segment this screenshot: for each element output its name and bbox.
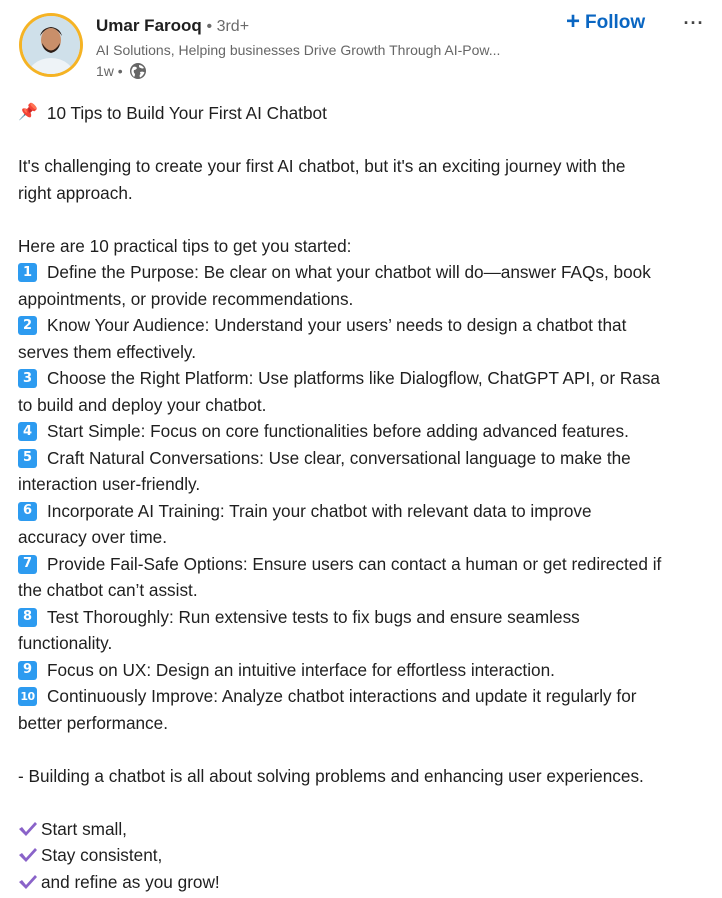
tip-line — [18, 339, 708, 366]
more-horizontal-icon: ··· — [683, 13, 705, 33]
tip-line — [18, 471, 708, 498]
check-mark-icon — [18, 846, 38, 864]
tip-line — [18, 312, 708, 339]
tip-text: appointments, or provide recommendations. — [18, 288, 354, 309]
check-mark-icon — [18, 873, 38, 891]
tip-line — [18, 259, 708, 286]
tip-text: Focus on UX: Design an intuitive interface for effortless interaction. — [47, 659, 555, 680]
tip-line — [18, 418, 708, 445]
keycap-number-icon: 10 — [18, 687, 37, 706]
tip-text: Continuously Improve: Analyze chatbot interactions and update it regularly for — [47, 686, 637, 706]
tip-line — [18, 604, 708, 631]
person-silhouette-icon — [22, 16, 80, 74]
tips-list — [18, 259, 708, 736]
tip-text: Define the Purpose: Be clear on what your chatbot will do—answer FAQs, book — [47, 262, 651, 282]
blank-line — [18, 127, 708, 154]
tip-line — [18, 710, 708, 737]
check-item — [18, 816, 708, 843]
check-text: Stay consistent, — [41, 845, 163, 865]
post-time: 1w • — [96, 63, 123, 79]
keycap-number-icon: 3 — [18, 369, 37, 388]
check-item — [18, 869, 708, 896]
tip-text: Incorporate AI Training: Train your chatbot with relevant data to improve — [47, 500, 592, 521]
keycap-number-icon: 2 — [18, 316, 37, 335]
keycap-number-icon: 8 — [18, 608, 37, 627]
follow-label: Follow — [585, 12, 646, 33]
tip-line — [18, 577, 708, 604]
check-item — [18, 842, 708, 869]
post-title — [18, 100, 708, 127]
tip-text: Know Your Audience: Understand your users’ needs to design a chatbot that — [47, 315, 627, 335]
keycap-number-icon: 9 — [18, 661, 37, 680]
intro-line: right approach. — [18, 182, 133, 203]
check-mark-icon — [18, 820, 38, 838]
follow-button[interactable] — [566, 8, 645, 38]
tip-text: to build and deploy your chatbot. — [18, 394, 267, 415]
tip-text: Craft Natural Conversations: Use clear, conversational language to make the — [47, 447, 631, 468]
keycap-number-icon: 4 — [18, 422, 37, 441]
tip-line — [18, 445, 708, 472]
tip-text: Choose the Right Platform: Use platforms like Dialogflow, ChatGPT API, or Rasa — [47, 368, 660, 388]
avatar-photo — [22, 16, 80, 74]
tip-text: serves them effectively. — [18, 341, 196, 362]
more-options-button[interactable] — [681, 12, 707, 34]
avatar[interactable] — [19, 13, 83, 77]
author-name-row[interactable] — [96, 16, 249, 36]
globe-icon — [129, 62, 147, 80]
tip-text: better performance. — [18, 712, 168, 733]
blank-line — [18, 206, 708, 233]
keycap-number-icon: 5 — [18, 449, 37, 468]
post-header — [0, 0, 722, 92]
post-title-text: 10 Tips to Build Your First AI Chatbot — [46, 103, 327, 123]
tip-text: the chatbot can’t assist. — [18, 580, 198, 600]
tip-text: functionality. — [18, 633, 113, 653]
tip-text: Start Simple: Focus on core functionalities before adding advanced features. — [47, 421, 629, 441]
post-body — [18, 100, 708, 895]
tip-text: Test Thoroughly: Run extensive tests to fix bugs and ensure seamless — [47, 606, 580, 627]
tips-intro: Here are 10 practical tips to get you started: — [18, 235, 352, 256]
check-text: and refine as you grow! — [41, 871, 220, 892]
post-meta — [96, 62, 147, 80]
tip-line — [18, 551, 708, 578]
tip-line — [18, 630, 708, 657]
tip-text: accuracy over time. — [18, 527, 168, 547]
closing-line: - Building a chatbot is all about solving problems and enhancing user experiences. — [18, 765, 644, 786]
tip-text: interaction user-friendly. — [18, 474, 201, 494]
tip-line — [18, 657, 708, 684]
tip-line — [18, 286, 708, 313]
keycap-number-icon: 7 — [18, 555, 37, 574]
tip-line — [18, 683, 708, 710]
keycap-number-icon: 1 — [18, 263, 37, 282]
connection-degree: • 3rd+ — [206, 18, 250, 35]
tip-text: Provide Fail-Safe Options: Ensure users can contact a human or get redirected if — [47, 553, 662, 574]
pushpin-icon: 📌 — [18, 104, 38, 121]
tip-line — [18, 365, 708, 392]
author-name[interactable]: Umar Farooq — [96, 16, 202, 35]
blank-line — [18, 789, 708, 816]
tip-line — [18, 498, 708, 525]
checks-list — [18, 816, 708, 896]
plus-icon: + — [566, 8, 581, 35]
blank-line — [18, 736, 708, 763]
tip-line — [18, 524, 708, 551]
tip-line — [18, 392, 708, 419]
intro-line: It's challenging to create your first AI chatbot, but it's an exciting journey with the — [18, 156, 626, 176]
author-headline: AI Solutions, Helping businesses Drive Growth Through AI-Pow... — [96, 42, 501, 58]
check-text: Start small, — [41, 818, 127, 839]
keycap-number-icon: 6 — [18, 502, 37, 521]
